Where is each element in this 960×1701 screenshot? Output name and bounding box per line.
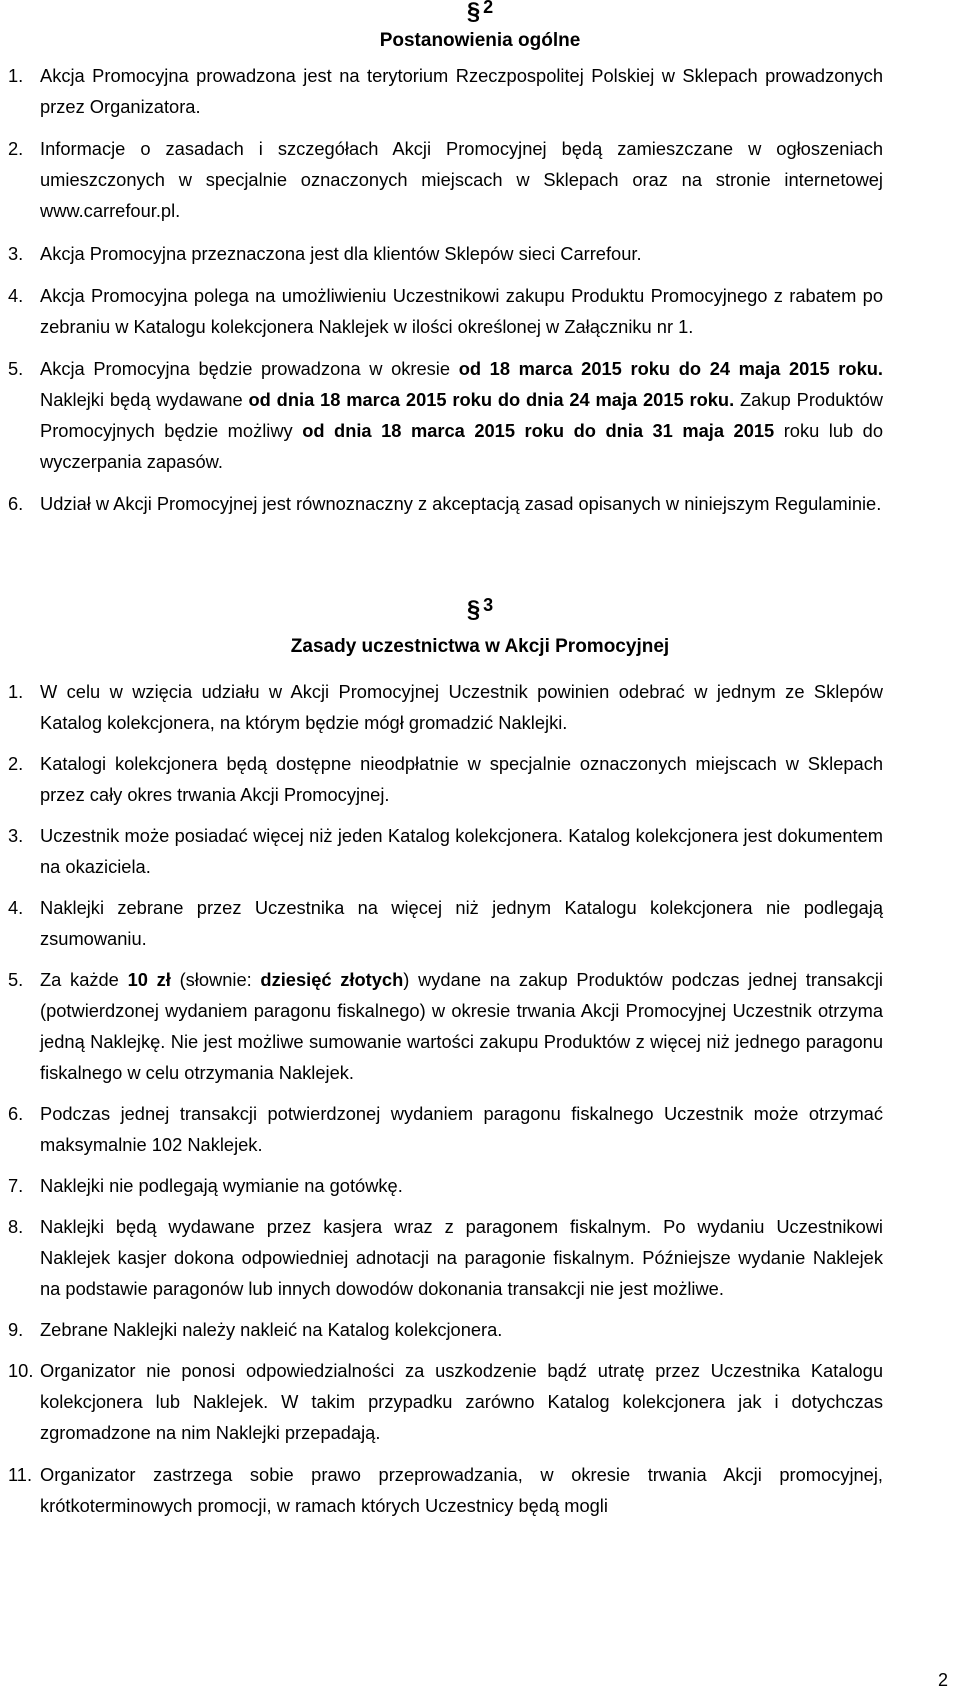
item-number: 9. (8, 1319, 24, 1340)
section3-item-6 (8, 1098, 883, 1160)
item-text: Naklejki będą wydawane przez kasjera wraz z paragonem fiskalnym. Po wydaniu Uczestnikowi Naklejek kasjer dokona odpowiedniej adnotacji na paragonie fiskalnym. Późniejsze wydanie Naklejek na podstawie paragonów lub innych dowodów dokonania transakcji nie jest możliwe. (40, 1216, 883, 1299)
item-number: 11. (8, 1464, 33, 1485)
item-text: Akcja Promocyjna prowadzona jest na terytorium Rzeczpospolitej Polskiej w Sklepach prowadzonych przez Organizatora. (40, 65, 883, 117)
item-number: 8. (8, 1216, 24, 1237)
bold-text: 10 zł (127, 969, 171, 990)
section-2-sign: § (466, 0, 481, 25)
text-segment: ) wydane na zakup Produktów podczas jednej transakcji (potwierdzonej wydaniem paragonu fiskalnego) w okresie trwania Akcji Promocyjnej Uczestnik otrzyma jedną Naklejkę. Nie jest możliwe sumowanie wartości zakupu Produktów z więcej niż jednego paragonu fiskalnego w celu otrzymania Naklejek. (40, 969, 883, 1083)
section-2-title: Postanowienia ogólne (379, 30, 581, 51)
item-number: 1. (8, 65, 24, 86)
section2-item-3 (8, 238, 883, 269)
section2-item-6 (8, 488, 883, 519)
section-3-sign: § (466, 596, 481, 623)
item-number: 7. (8, 1175, 24, 1196)
text-segment: Naklejki będą wydawane (40, 389, 249, 410)
item-number: 3. (8, 243, 24, 264)
text-segment: Akcja Promocyjna będzie prowadzona w okresie (40, 358, 459, 379)
section3-item-4 (8, 892, 883, 954)
item-text: Organizator nie ponosi odpowiedzialności za uszkodzenie bądź utratę przez Uczestnika Katalogu kolekcjonera lub Naklejek. W takim przypadku zarówno Katalog kolekcjonera jak i dotychczas zgromadzone na nim Naklejki przepadają. (40, 1360, 883, 1443)
item-text (40, 964, 883, 1088)
text-segment: Za każde (40, 969, 128, 990)
section2-item-1 (8, 60, 883, 122)
item-text: W celu w wzięcia udziału w Akcji Promocyjnej Uczestnik powinien odebrać w jednym ze Sklepów Katalog kolekcjonera, na którym będzie mógł gromadzić Naklejki. (40, 681, 883, 733)
text-segment: (słownie: (170, 969, 261, 990)
item-text: Katalogi kolekcjonera będą dostępne nieodpłatnie w specjalnie oznaczonych miejscach w Sklepach przez cały okres trwania Akcji Promocyjnej. (40, 753, 883, 805)
item-text: Udział w Akcji Promocyjnej jest równoznaczny z akceptacją zasad opisanych w niniejszym Regulaminie. (40, 493, 882, 514)
section2-item-2 (8, 133, 883, 226)
section-3-header (0, 595, 960, 658)
item-text: Uczestnik może posiadać więcej niż jeden Katalog kolekcjonera. Katalog kolekcjonera jest dokumentem na okaziciela. (40, 825, 883, 877)
item-text: Naklejki nie podlegają wymianie na gotówkę. (40, 1175, 403, 1196)
item-text: Akcja Promocyjna polega na umożliwieniu Uczestnikowi zakupu Produktu Promocyjnego z rabatem po zebraniu w Katalogu kolekcjonera Naklejek w ilości określonej w Załączniku nr 1. (40, 285, 883, 337)
section2-item-4 (8, 280, 883, 342)
section3-item-1 (8, 676, 883, 738)
section3-item-10 (8, 1355, 883, 1448)
section3-item-3 (8, 820, 883, 882)
page-number: 2 (937, 1670, 948, 1690)
item-text: Organizator zastrzega sobie prawo przeprowadzania, w okresie trwania Akcji promocyjnej, krótkoterminowych promocji, w ramach których Uczestnicy będą mogli (40, 1464, 883, 1516)
text-segment: Zakup Produktów Promocyjnych będzie możliwy (40, 389, 884, 441)
section2-item-5 (8, 353, 883, 477)
bold-text: od dnia 18 marca 2015 roku do dnia 24 maja 2015 roku. (248, 389, 735, 410)
bold-text: dziesięć złotych (260, 969, 404, 990)
section3-item-7 (8, 1170, 883, 1201)
section3-item-5 (8, 964, 883, 1088)
section3-item-2 (8, 748, 883, 810)
item-number: 3. (8, 825, 24, 846)
item-number: 4. (8, 897, 24, 918)
item-number: 4. (8, 285, 24, 306)
item-number: 2. (8, 753, 24, 774)
text-segment: roku lub do wyczerpania zapasów. (40, 420, 884, 472)
bold-text: od dnia 18 marca 2015 roku do dnia 31 maja 2015 (302, 420, 775, 441)
item-number: 10. (8, 1360, 34, 1381)
section3-item-9 (8, 1314, 883, 1345)
item-text: Akcja Promocyjna przeznaczona jest dla klientów Sklepów sieci Carrefour. (40, 243, 642, 264)
section-2-list (8, 60, 883, 519)
section3-item-8 (8, 1211, 883, 1304)
item-number: 6. (8, 493, 24, 514)
item-number: 6. (8, 1103, 24, 1124)
section-2-number: 2 (483, 0, 494, 17)
item-number: 5. (8, 358, 24, 379)
item-text: Informacje o zasadach i szczegółach Akcji Promocyjnej będą zamieszczane w ogłoszeniach umieszczonych w specjalnie oznaczonych miejscach w Sklepach oraz na stronie internetowej www.carrefour.pl. (40, 138, 883, 221)
section-3-number: 3 (483, 595, 494, 615)
section-2-header (0, 0, 960, 52)
item-number: 5. (8, 969, 24, 990)
section-3-title: Zasady uczestnictwa w Akcji Promocyjnej (290, 636, 670, 657)
item-number: 2. (8, 138, 24, 159)
item-text: Podczas jednej transakcji potwierdzonej wydaniem paragonu fiskalnego Uczestnik może otrzymać maksymalnie 102 Naklejek. (40, 1103, 883, 1155)
section3-item-11 (8, 1459, 883, 1521)
item-text (40, 353, 883, 477)
bold-text: od 18 marca 2015 roku do 24 maja 2015 roku. (458, 358, 883, 379)
item-number: 1. (8, 681, 24, 702)
section-3-list (8, 676, 883, 1521)
item-text: Naklejki zebrane przez Uczestnika na więcej niż jednym Katalogu kolekcjonera nie podlegają zsumowaniu. (40, 897, 883, 949)
item-text: Zebrane Naklejki należy nakleić na Katalog kolekcjonera. (40, 1319, 503, 1340)
